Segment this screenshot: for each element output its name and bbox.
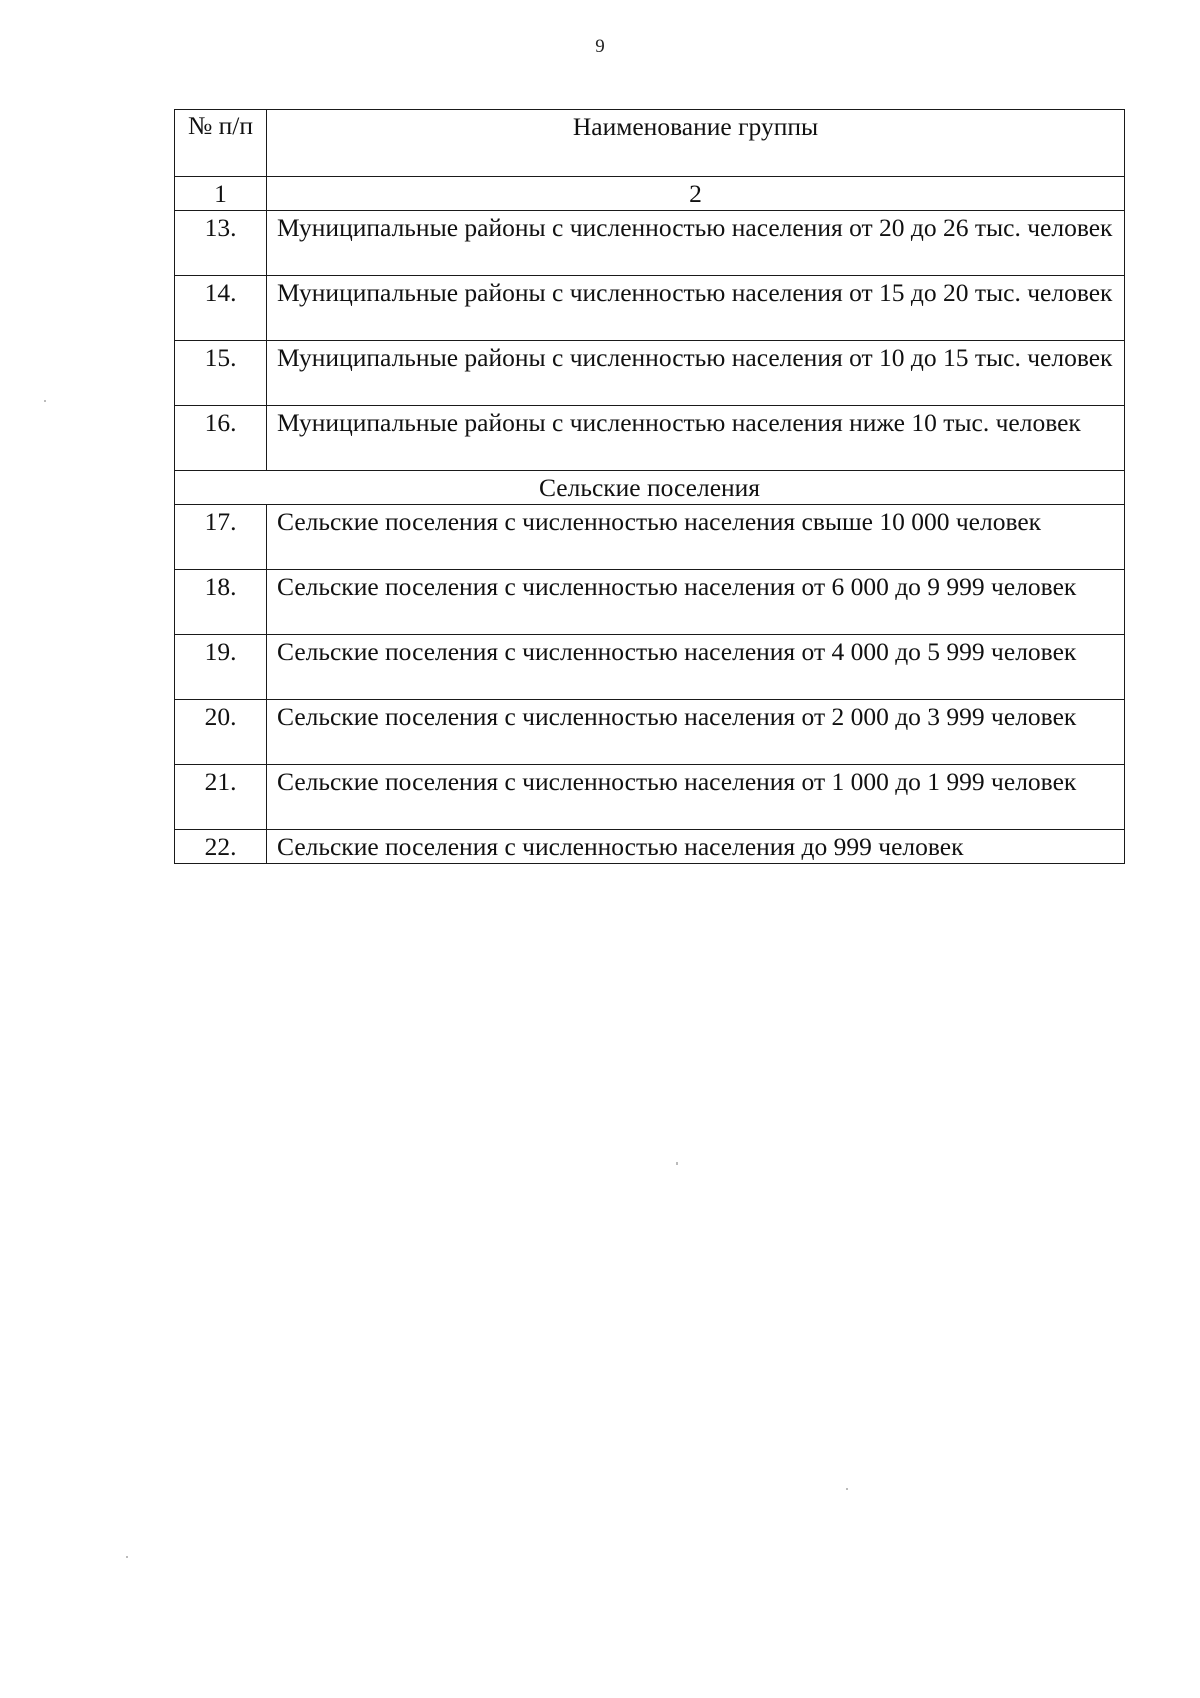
row-name: Муниципальные районы с численностью населения от 10 до 15 тыс. человек <box>267 341 1125 406</box>
column-index-row <box>175 177 1125 211</box>
scan-speck <box>676 1162 678 1165</box>
row-name: Сельские поселения с численностью населения от 1 000 до 1 999 человек <box>267 765 1125 830</box>
table-row <box>175 635 1125 700</box>
row-name: Сельские поселения с численностью населения от 2 000 до 3 999 человек <box>267 700 1125 765</box>
row-number: 14. <box>175 276 267 341</box>
header-number-cell: № п/п <box>175 110 267 177</box>
row-name: Сельские поселения с численностью населения свыше 10 000 человек <box>267 505 1125 570</box>
table-header-row <box>175 110 1125 177</box>
row-number: 19. <box>175 635 267 700</box>
row-name: Муниципальные районы с численностью населения ниже 10 тыс. человек <box>267 406 1125 471</box>
row-name: Сельские поселения с численностью населения от 6 000 до 9 999 человек <box>267 570 1125 635</box>
row-number: 15. <box>175 341 267 406</box>
table-row <box>175 830 1125 864</box>
section-title: Сельские поселения <box>175 471 1125 505</box>
table-row <box>175 211 1125 276</box>
section-header-row <box>175 471 1125 505</box>
row-name: Муниципальные районы с численностью населения от 15 до 20 тыс. человек <box>267 276 1125 341</box>
row-number: 16. <box>175 406 267 471</box>
row-number: 20. <box>175 700 267 765</box>
page-number: 9 <box>595 36 605 57</box>
table-row <box>175 341 1125 406</box>
scan-speck <box>44 400 46 402</box>
table-row <box>175 276 1125 341</box>
header-name-cell: Наименование группы <box>267 110 1125 177</box>
row-number: 13. <box>175 211 267 276</box>
table-row <box>175 505 1125 570</box>
scan-speck <box>126 1556 128 1558</box>
row-number: 22. <box>175 830 267 864</box>
table-row <box>175 570 1125 635</box>
table-row <box>175 700 1125 765</box>
row-name: Сельские поселения с численностью населения от 4 000 до 5 999 человек <box>267 635 1125 700</box>
groups-table <box>174 109 1125 864</box>
row-name: Сельские поселения с численностью населения до 999 человек <box>267 830 1125 864</box>
scan-speck <box>846 1488 848 1490</box>
table-row <box>175 765 1125 830</box>
column-index-1: 1 <box>175 177 267 211</box>
row-number: 21. <box>175 765 267 830</box>
table-row <box>175 406 1125 471</box>
row-name: Муниципальные районы с численностью населения от 20 до 26 тыс. человек <box>267 211 1125 276</box>
row-number: 18. <box>175 570 267 635</box>
row-number: 17. <box>175 505 267 570</box>
column-index-2: 2 <box>267 177 1125 211</box>
